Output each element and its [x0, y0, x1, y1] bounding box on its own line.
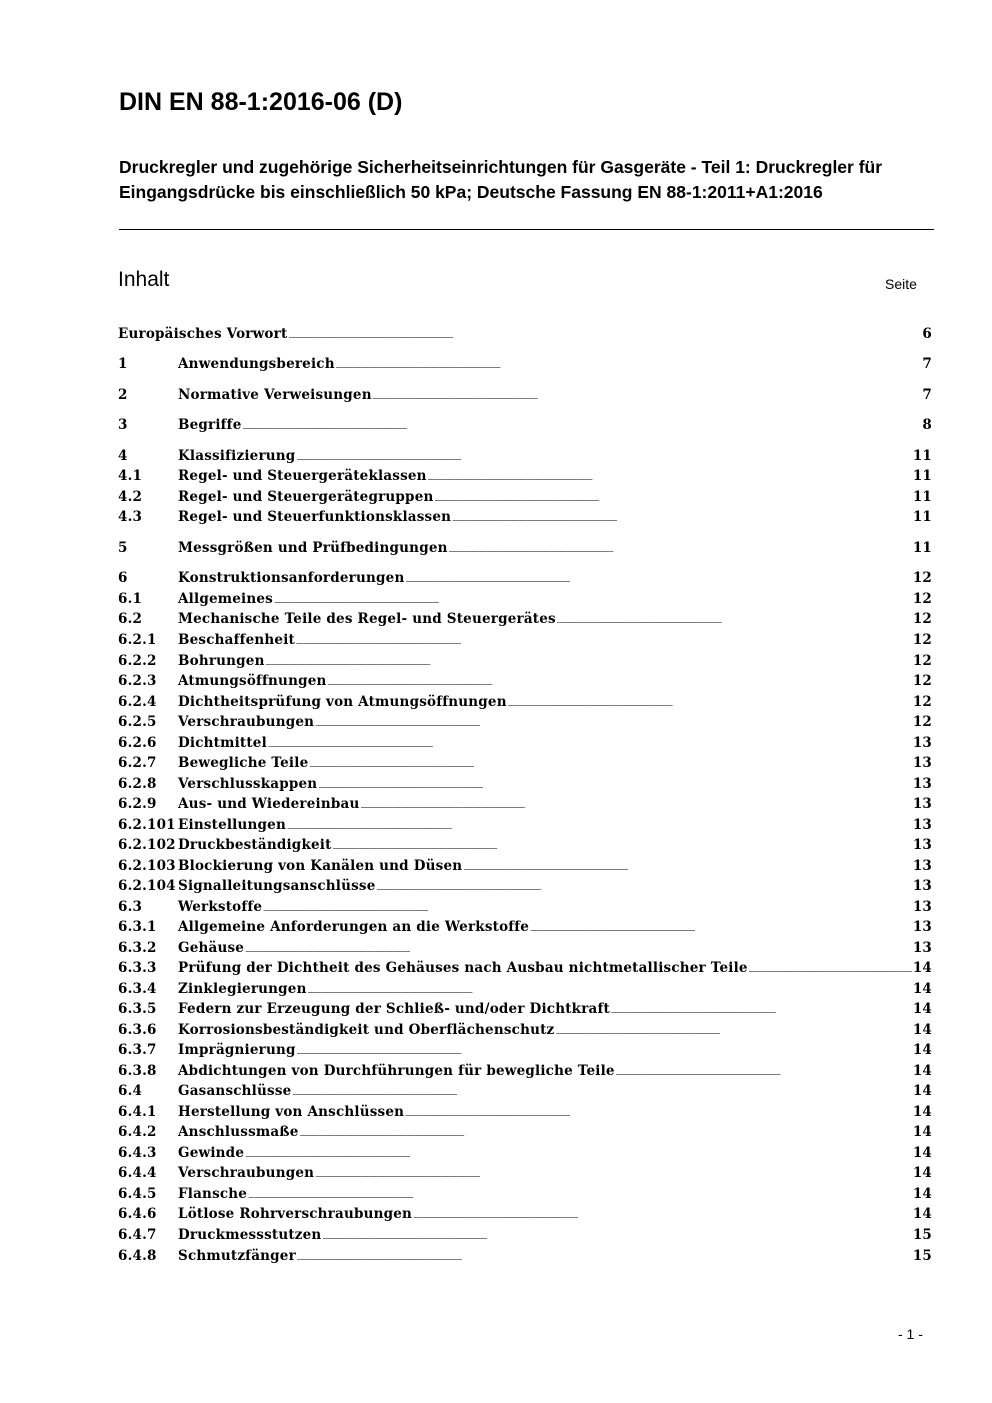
toc-entry-number: 1: [118, 356, 128, 372]
toc-entry[interactable]: [118, 653, 932, 673]
toc-dot-leader: [413, 1206, 912, 1222]
toc-entry-title: Druckmessstutzen: [178, 1227, 322, 1243]
toc-dot-leader: [245, 940, 912, 956]
toc-entry-title: Imprägnierung: [178, 1042, 296, 1058]
toc-entry[interactable]: [118, 1248, 932, 1268]
toc-entry[interactable]: [118, 387, 932, 407]
toc-entry-page: 13: [912, 817, 932, 833]
toc-entry[interactable]: [118, 1022, 932, 1042]
toc-entry-page: 14: [912, 1022, 932, 1038]
toc-entry-number: 6.3.8: [118, 1063, 157, 1079]
toc-entry-number: 6.3.4: [118, 981, 157, 997]
toc-entry[interactable]: [118, 755, 932, 775]
toc-dot-leader: [328, 673, 912, 689]
toc-dot-leader: [333, 837, 912, 853]
toc-entry-page: 11: [912, 540, 932, 556]
toc-entry-page: 14: [912, 1186, 932, 1202]
toc-entry-title: Klassifizierung: [178, 448, 296, 464]
toc-entry-number: 6.2.2: [118, 653, 157, 669]
toc-dot-leader: [308, 981, 912, 997]
toc-entry-title: Gasanschlüsse: [178, 1083, 292, 1099]
toc-dot-leader: [452, 509, 912, 525]
toc-entry[interactable]: [118, 878, 932, 898]
toc-entry-number: 3: [118, 417, 128, 433]
toc-entry[interactable]: [118, 468, 932, 488]
toc-entry-number: 6.2.7: [118, 755, 157, 771]
toc-entry-page: 14: [912, 1104, 932, 1120]
toc-entry-page: 12: [912, 570, 932, 586]
toc-entry[interactable]: [118, 326, 932, 346]
toc-entry-page: 14: [912, 960, 932, 976]
toc-entry-number: 4: [118, 448, 128, 464]
page-column-label: Seite: [885, 276, 917, 292]
toc-entry-title: Messgrößen und Prüfbedingungen: [178, 540, 448, 556]
toc-entry[interactable]: [118, 448, 932, 468]
toc-entry-number: 6.4.3: [118, 1145, 157, 1161]
toc-entry-number: 6.2.104: [118, 878, 176, 894]
toc-entry[interactable]: [118, 858, 932, 878]
document-id: DIN EN 88-1:2016-06 (D): [119, 88, 403, 116]
toc-entry-number: 6.4.4: [118, 1165, 157, 1181]
toc-entry[interactable]: [118, 632, 932, 652]
toc-dot-leader: [242, 417, 921, 433]
toc-entry[interactable]: [118, 1165, 932, 1185]
toc-dot-leader: [309, 755, 911, 771]
toc-entry-number: 6.4.7: [118, 1227, 157, 1243]
toc-entry[interactable]: [118, 960, 932, 980]
toc-entry-title: Zinklegierungen: [178, 981, 307, 997]
toc-entry-title: Federn zur Erzeugung der Schließ- und/oder Dichtkraft: [178, 1001, 610, 1017]
toc-entry[interactable]: [118, 611, 932, 631]
toc-entry[interactable]: [118, 796, 932, 816]
toc-entry-page: 7: [922, 387, 932, 403]
toc-entry-page: 14: [912, 1063, 932, 1079]
toc-entry-title: Anwendungsbereich: [178, 356, 335, 372]
toc-entry[interactable]: [118, 489, 932, 509]
toc-entry[interactable]: [118, 417, 932, 437]
toc-entry-title: Blockierung von Kanälen und Düsen: [178, 858, 463, 874]
toc-entry-title: Allgemeine Anforderungen an die Werkstoffe: [178, 919, 530, 935]
toc-entry[interactable]: [118, 1104, 932, 1124]
toc-entry[interactable]: [118, 1124, 932, 1144]
toc-entry-page: 14: [912, 1165, 932, 1181]
toc-entry-number: 6.3.7: [118, 1042, 157, 1058]
toc-entry[interactable]: [118, 919, 932, 939]
toc-entry-number: 6.2.6: [118, 735, 157, 751]
toc-dot-leader: [263, 899, 912, 915]
toc-entry-title: Signalleitungsanschlüsse: [178, 878, 376, 894]
toc-entry-page: 12: [912, 611, 932, 627]
toc-entry-page: 11: [912, 489, 932, 505]
toc-entry[interactable]: [118, 694, 932, 714]
toc-dot-leader: [315, 1165, 912, 1181]
toc-dot-leader: [616, 1063, 912, 1079]
toc-entry-number: 6.2: [118, 611, 143, 627]
toc-entry-page: 6: [922, 326, 932, 342]
toc-entry[interactable]: [118, 714, 932, 734]
toc-entry[interactable]: [118, 981, 932, 1001]
toc-entry[interactable]: [118, 735, 932, 755]
toc-entry-page: 13: [912, 878, 932, 894]
toc-dot-leader: [288, 326, 921, 342]
toc-entry-number: 5: [118, 540, 128, 556]
toc-dot-leader: [266, 653, 912, 669]
toc-entry-title: Normative Verweisungen: [178, 387, 372, 403]
toc-dot-leader: [373, 387, 922, 403]
toc-entry-page: 13: [912, 940, 932, 956]
toc-entry[interactable]: [118, 1001, 932, 1021]
toc-entry-title: Aus- und Wiedereinbau: [178, 796, 360, 812]
document-title: Druckregler und zugehörige Sicherheitseinrichtungen für Gasgeräte - Teil 1: Druckregler für Eingangsdrücke bis einschließlich 50 kPa; Deutsche Fassung EN 88-1:2011+A1:2016: [119, 157, 883, 202]
toc-entry-page: 15: [912, 1227, 932, 1243]
toc-entry-title: Verschraubungen: [178, 714, 315, 730]
toc-dot-leader: [318, 776, 912, 792]
toc-entry-page: 11: [912, 448, 932, 464]
toc-entry-page: 11: [912, 509, 932, 525]
toc-dot-leader: [322, 1227, 911, 1243]
toc-entry-number: 6.4.6: [118, 1206, 157, 1222]
toc-entry-page: 15: [912, 1248, 932, 1264]
toc-entry[interactable]: [118, 1145, 932, 1165]
toc-entry[interactable]: [118, 1227, 932, 1247]
toc-entry-number: 6.4.8: [118, 1248, 157, 1264]
toc-entry[interactable]: [118, 1083, 932, 1103]
toc-entry[interactable]: [118, 899, 932, 919]
toc-entry-number: 6.4.2: [118, 1124, 157, 1140]
toc-entry[interactable]: [118, 1042, 932, 1062]
toc-entry-title: Begriffe: [178, 417, 242, 433]
toc-dot-leader: [463, 858, 912, 874]
footer-page-number: - 1 -: [898, 1326, 923, 1342]
toc-entry-title: Beschaffenheit: [178, 632, 295, 648]
toc-entry-page: 13: [912, 899, 932, 915]
toc-dot-leader: [530, 919, 912, 935]
toc-entry[interactable]: [118, 837, 932, 857]
toc-dot-leader: [315, 714, 912, 730]
toc-entry-number: 6.4: [118, 1083, 143, 1099]
toc-entry-title: Verschraubungen: [178, 1165, 315, 1181]
toc-dot-leader: [268, 735, 912, 751]
toc-dot-leader: [435, 489, 912, 505]
toc-entry-page: 13: [912, 755, 932, 771]
toc-dot-leader: [245, 1145, 912, 1161]
toc-entry-page: 14: [912, 1206, 932, 1222]
toc-dot-leader: [611, 1001, 912, 1017]
toc-entry-page: 13: [912, 837, 932, 853]
toc-dot-leader: [405, 1104, 912, 1120]
toc-entry-number: 6.2.101: [118, 817, 176, 833]
toc-entry-page: 14: [912, 1083, 932, 1099]
toc-dot-leader: [557, 611, 912, 627]
toc-entry[interactable]: [118, 1063, 932, 1083]
toc-entry-number: 6.4.5: [118, 1186, 157, 1202]
toc-entry-title: Einstellungen: [178, 817, 286, 833]
toc-entry[interactable]: [118, 1186, 932, 1206]
toc-entry-number: 4.2: [118, 489, 143, 505]
toc-entry-page: 14: [912, 1124, 932, 1140]
toc-entry-title: Europäisches Vorwort: [118, 326, 288, 342]
toc-entry-page: 13: [912, 776, 932, 792]
toc-entry-page: 12: [912, 632, 932, 648]
toc-entry-title: Druckbeständigkeit: [178, 837, 332, 853]
toc-dot-leader: [377, 878, 912, 894]
toc-entry-title: Regel- und Steuerfunktionsklassen: [178, 509, 452, 525]
toc-dot-leader: [449, 540, 912, 556]
toc-entry[interactable]: [118, 356, 932, 376]
toc-entry[interactable]: [118, 1206, 932, 1226]
toc-entry-page: 8: [922, 417, 932, 433]
toc-entry-number: 6.3.6: [118, 1022, 157, 1038]
toc-entry-title: Dichtheitsprüfung von Atmungsöffnungen: [178, 694, 507, 710]
toc-entry[interactable]: [118, 540, 932, 560]
toc-entry-number: 4.3: [118, 509, 143, 525]
toc-entry-page: 12: [912, 653, 932, 669]
toc-dot-leader: [360, 796, 911, 812]
toc-entry-title: Korrosionsbeständigkeit und Oberflächenschutz: [178, 1022, 555, 1038]
toc-entry[interactable]: [118, 591, 932, 611]
toc-entry-number: 6.2.9: [118, 796, 157, 812]
toc-entry-number: 6.4.1: [118, 1104, 157, 1120]
toc-entry-page: 14: [912, 981, 932, 997]
toc-entry-title: Verschlusskappen: [178, 776, 318, 792]
toc-entry-title: Abdichtungen von Durchführungen für bewegliche Teile: [178, 1063, 615, 1079]
toc-heading: Inhalt: [118, 268, 170, 291]
toc-entry[interactable]: [118, 817, 932, 837]
toc-entry-number: 6.2.1: [118, 632, 157, 648]
toc-entry-number: 6.3.2: [118, 940, 157, 956]
toc-entry-page: 14: [912, 1001, 932, 1017]
toc-entry-number: 4.1: [118, 468, 143, 484]
toc-entry-page: 13: [912, 796, 932, 812]
toc-entry-page: 12: [912, 673, 932, 689]
toc-dot-leader: [296, 448, 911, 464]
toc-dot-leader: [287, 817, 912, 833]
toc-entry-title: Bewegliche Teile: [178, 755, 309, 771]
toc-entry-title: Anschlussmaße: [178, 1124, 299, 1140]
toc-dot-leader: [508, 694, 912, 710]
toc-entry-page: 12: [912, 714, 932, 730]
toc-dot-leader: [405, 570, 911, 586]
toc-entry-page: 14: [912, 1042, 932, 1058]
toc-entry-page: 11: [912, 468, 932, 484]
toc-entry-number: 6.1: [118, 591, 143, 607]
toc-entry-number: 6.2.103: [118, 858, 176, 874]
toc-dot-leader: [300, 1124, 912, 1140]
toc-entry-number: 6.3.3: [118, 960, 157, 976]
toc-entry-title: Bohrungen: [178, 653, 265, 669]
toc-entry[interactable]: [118, 509, 932, 529]
toc-dot-leader: [336, 356, 922, 372]
toc-entry-number: 6.3.1: [118, 919, 157, 935]
toc-entry-number: 6.2.3: [118, 673, 157, 689]
toc-dot-leader: [292, 1083, 911, 1099]
toc-entry-title: Flansche: [178, 1186, 248, 1202]
toc-entry-title: Regel- und Steuergeräteklassen: [178, 468, 427, 484]
toc-entry-page: 7: [922, 356, 932, 372]
toc-entry-title: Atmungsöffnungen: [178, 673, 327, 689]
toc-dot-leader: [248, 1186, 912, 1202]
toc-dot-leader: [274, 591, 912, 607]
toc-entry-number: 6.2.5: [118, 714, 157, 730]
toc-entry-title: Gewinde: [178, 1145, 245, 1161]
toc-entry-title: Werkstoffe: [178, 899, 263, 915]
toc-entry-title: Allgemeines: [178, 591, 273, 607]
toc-entry-title: Gehäuse: [178, 940, 245, 956]
toc-dot-leader: [297, 1248, 912, 1264]
toc-entry-title: Herstellung von Anschlüssen: [178, 1104, 405, 1120]
toc-entry-title: Mechanische Teile des Regel- und Steuergerätes: [178, 611, 556, 627]
toc-dot-leader: [749, 960, 912, 976]
toc-entry-number: 6.2.102: [118, 837, 176, 853]
toc-entry-title: Schmutzfänger: [178, 1248, 296, 1264]
toc-entry-number: 6: [118, 570, 128, 586]
toc-entry[interactable]: [118, 940, 932, 960]
toc-entry-page: 13: [912, 858, 932, 874]
toc-entry-number: 6.2.4: [118, 694, 157, 710]
toc-entry-title: Lötlose Rohrverschraubungen: [178, 1206, 413, 1222]
toc-entry[interactable]: [118, 570, 932, 590]
toc-dot-leader: [428, 468, 912, 484]
title-divider: [119, 229, 934, 230]
toc-entry-title: Dichtmittel: [178, 735, 267, 751]
toc-entry[interactable]: [118, 673, 932, 693]
toc-dot-leader: [297, 1042, 912, 1058]
toc-entry-title: Konstruktionsanforderungen: [178, 570, 405, 586]
toc-entry[interactable]: [118, 776, 932, 796]
toc-dot-leader: [296, 632, 912, 648]
toc-entry-page: 12: [912, 591, 932, 607]
toc-entry-title: Regel- und Steuergerätegruppen: [178, 489, 434, 505]
toc-entry-number: 6.2.8: [118, 776, 157, 792]
toc-entry-number: 2: [118, 387, 128, 403]
toc-entry-page: 13: [912, 735, 932, 751]
toc-entry-title: Prüfung der Dichtheit des Gehäuses nach Ausbau nichtmetallischer Teile: [178, 960, 748, 976]
toc-entry-page: 12: [912, 694, 932, 710]
toc-entry-page: 13: [912, 919, 932, 935]
toc-dot-leader: [555, 1022, 911, 1038]
toc-entry-number: 6.3: [118, 899, 143, 915]
toc-entry-page: 14: [912, 1145, 932, 1161]
toc-entry-number: 6.3.5: [118, 1001, 157, 1017]
